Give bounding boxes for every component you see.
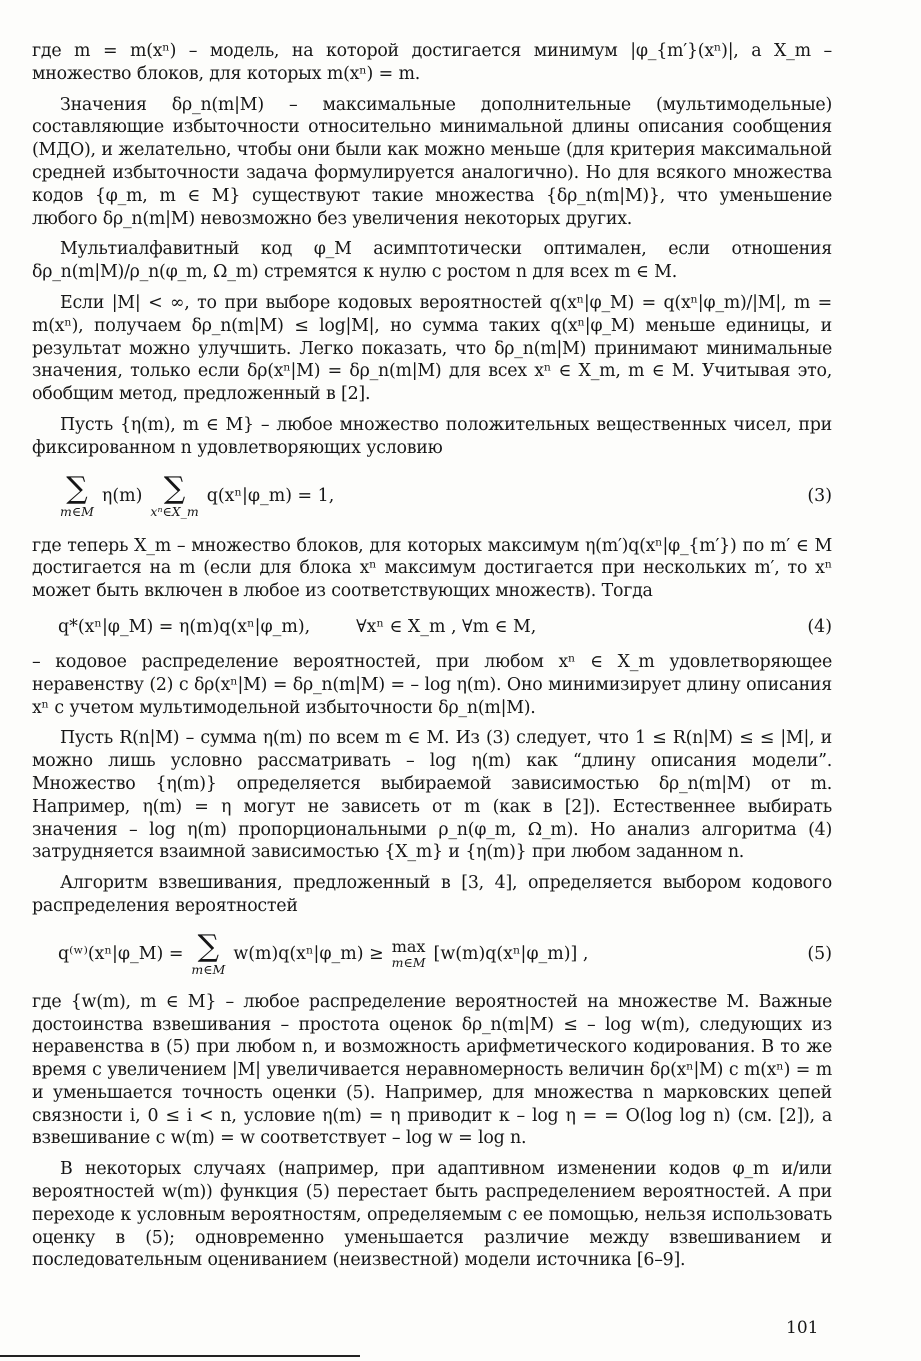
paper-page (32, 40, 832, 1272)
paragraph-7: – кодовое распределение вероятностей, при любом xⁿ ∈ X_m удовлетворяющее неравенству (2) с δρ(xⁿ|M) = δρ_n(m|M) = – log η(m). Оно минимизирует длину описания xⁿ с учетом мультимодельной избыточности δρ_n(m|M). (32, 651, 832, 718)
equation-number-3: (3) (807, 486, 832, 507)
sum-operator: ∑ xⁿ∈X_m (150, 470, 199, 519)
page-number: 101 (786, 1318, 819, 1338)
equation-5-rhs: [w(m)q(xⁿ|φ_m)] , (433, 944, 589, 965)
max-operator: max m∈M (391, 936, 426, 970)
equation-4-quantifier: ∀xⁿ ∈ X_m , ∀m ∈ M, (356, 616, 537, 637)
equation-5-mid: w(m)q(xⁿ|φ_m) ≥ (233, 944, 384, 965)
equation-number-5: (5) (807, 944, 832, 965)
paragraph-2: Значения δρ_n(m|M) – максимальные дополнительные (мультимодельные) составляющие избыточности относительно минимальной длины описания сообщения (МДО), и желательно, чтобы они были как можно меньше (для критерия максимальной средней избыточности задача формулируется аналогично). Но для всякого множества кодов {φ_m, m ∈ M} существуют такие множества {δρ_n(m|M)}, что уменьшение любого δρ_n(m|M) невозможно без увеличения некоторых других. (32, 94, 832, 229)
equation-4 (32, 617, 832, 637)
paragraph-9: Алгоритм взвешивания, предложенный в [3, 4], определяется выбором кодового распределения вероятностей (32, 873, 832, 916)
equation-5 (32, 928, 832, 977)
sum-operator: ∑ m∈M (60, 470, 94, 519)
equation-3-rhs: q(xⁿ|φ_m) = 1, (206, 486, 335, 507)
paragraph-4: Если |M| < ∞, то при выборе кодовых вероятностей q(xⁿ|φ_M) = q(xⁿ|φ_m)/|M|, m = m(xⁿ), получаем δρ_n(m|M) ≤ log|M|, но сумма таких q(xⁿ|φ_M) меньше единицы, и результат можно улучшить. Легко показать, что δρ_n(m|M) принимают минимальные значения, только если δρ(xⁿ|M) = δρ_n(m|M) для всех xⁿ ∈ X_m, m ∈ M. Учитывая это, обобщим метод, предложенный в [2]. (32, 292, 832, 405)
scan-edge-rule (0, 1355, 360, 1357)
paragraph-6: где теперь X_m – множество блоков, для которых максимум η(m′)q(xⁿ|φ_{m′}) по m′ ∈ M достигается на m (если для блока xⁿ максимум достигается при нескольких m′, то xⁿ может быть включен в любое из соответствующих множеств). Тогда (32, 535, 832, 602)
paragraph-8: Пусть R(n|M) – сумма η(m) по всем m ∈ M. Из (3) следует, что 1 ≤ R(n|M) ≤ ≤ |M|, и можно лишь условно рассматривать – log η(m) как “длину описания модели”. Множество {η(m)} определяется выбираемой зависимостью δρ_n(m|M) от m. Например, η(m) = η могут не зависеть от m (как в [2]). Естественнее выбирать значения – log η(m) пропорциональными ρ_n(φ_m, Ω_m). Но анализ алгоритма (4) затрудняется взаимной зависимостью {X_m} и {η(m)} при любом заданном n. (32, 728, 832, 863)
paragraph-11: В некоторых случаях (например, при адаптивном изменении кодов φ_m и/или вероятностей w(m)) функция (5) перестает быть распределением вероятностей. А при переходе к условным вероятностям, определяемым с ее помощью, нельзя использовать оценку в (5); одновременно уменьшается различие между взвешиванием и последовательным оцениванием (неизвестной) модели источника [6–9]. (32, 1159, 832, 1271)
equation-number-4: (4) (807, 616, 832, 637)
paragraph-5: Пусть {η(m), m ∈ M} – любое множество положительных вещественных чисел, при фиксированном n удовлетворяющих условию (32, 414, 832, 458)
equation-3-lhs: η(m) (101, 486, 143, 507)
equation-3 (32, 470, 832, 519)
equation-4-body: q*(xⁿ|φ_M) = η(m)q(xⁿ|φ_m), (58, 616, 311, 637)
paragraph-1: где m = m(xⁿ) – модель, на которой достигается минимум |φ_{m′}(xⁿ)|, а X_m – множество блоков, для которых m(xⁿ) = m. (32, 41, 832, 84)
equation-5-lhs: q⁽ʷ⁾(xⁿ|φ_M) = (58, 944, 184, 965)
sum-operator: ∑ m∈M (191, 928, 226, 977)
paragraph-3: Мультиалфавитный код φ_M асимптотически оптимален, если отношения δρ_n(m|M)/ρ_n(φ_m, Ω_m) стремятся к нулю с ростом n для всех m ∈ M. (32, 239, 832, 283)
paragraph-10: где {w(m), m ∈ M} – любое распределение вероятностей на множестве M. Важные достоинства взвешивания – простота оценок δρ_n(m|M) ≤ – log w(m), следующих из неравенства в (5) при любом n, и возможность арифметического кодирования. В то же время с увеличением |M| увеличивается неравномерность величин δρ(xⁿ|M) с m(xⁿ) = m и уменьшается точность оценки (5). Например, для множества n марковских цепей связности i, 0 ≤ i < n, условие η(m) = η приводит к – log η = = O(log log n) (см. [2]), а взвешивание с w(m) = w соответствует – log w = log n. (32, 991, 832, 1149)
